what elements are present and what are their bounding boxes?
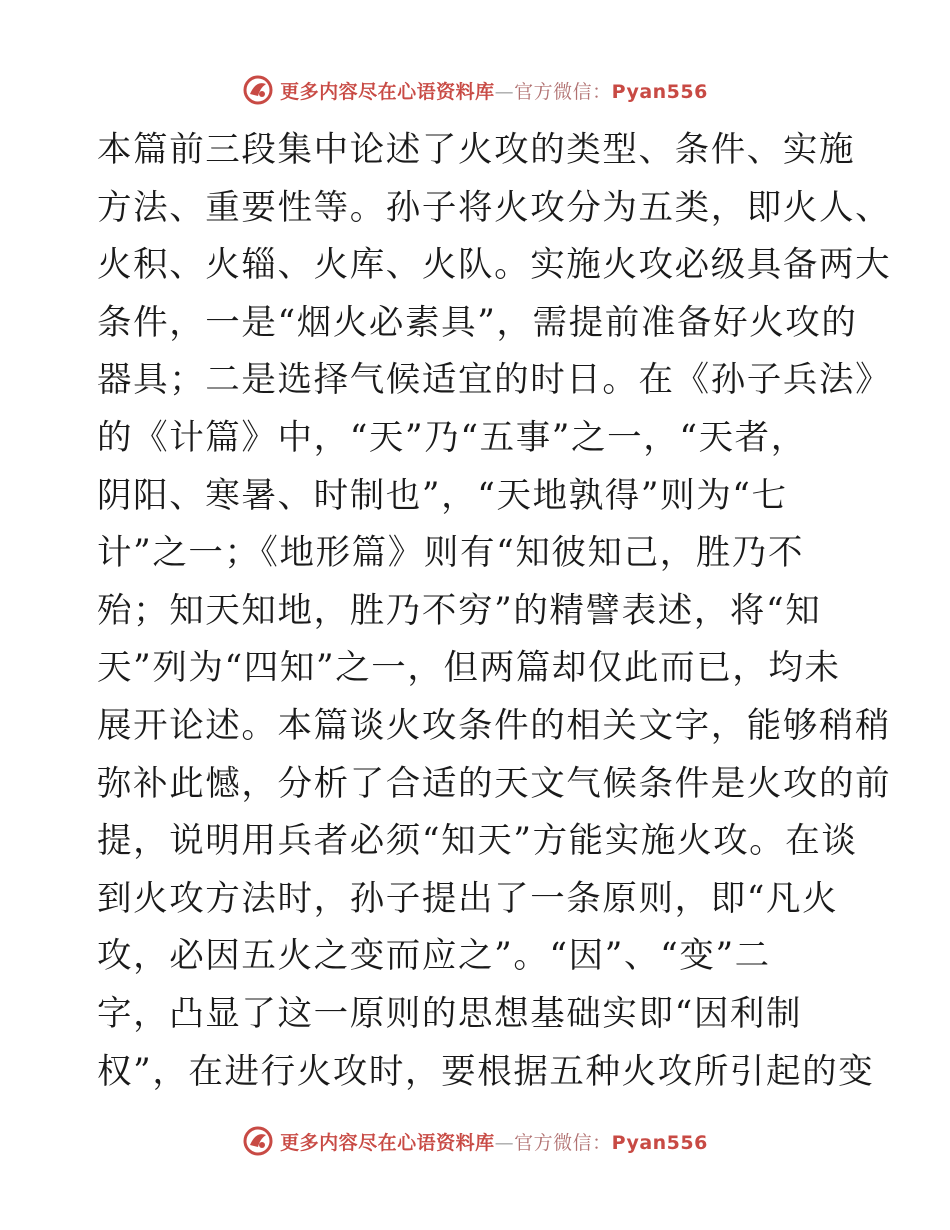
text-line: 阴阳、寒暑、时制也”，“天地孰得”则为“七 [97, 475, 788, 516]
header-watermark [0, 72, 950, 108]
text-line: 殆；知天知地，胜乃不穷”的精譬表述，将“知 [97, 590, 822, 631]
text-line: 展开论述。本篇谈火攻条件的相关文字，能够稍稍 [97, 705, 892, 746]
text-line: 计”之一；《地形篇》则有“知彼知己，胜乃不 [97, 533, 805, 574]
text-line: 权”，在进行火攻时，要根据五种火攻所引起的变 [97, 1051, 875, 1092]
red-swirl-logo-icon [242, 74, 274, 106]
text-line: 攻，必因五火之变而应之”。“因”、“变”二 [97, 936, 771, 977]
text-line: 条件，一是“烟火必素具”，需提前准备好火攻的 [97, 302, 858, 343]
text-line: 弥补此憾，分析了合适的天文气候条件是火攻的前 [97, 763, 892, 804]
text-line: 提，说明用兵者必须“知天”方能实施火攻。在谈 [97, 821, 858, 862]
text-line: 本篇前三段集中论述了火攻的类型、条件、实施 [97, 130, 856, 170]
text-line: 器具；二是选择气候适宜的时日。在《孙子兵法》 [97, 360, 892, 401]
watermark-text: 更多内容尽在心语资料库—官方微信：Pyan556 [280, 1131, 708, 1154]
red-swirl-logo-icon [242, 1125, 274, 1157]
watermark-text: 更多内容尽在心语资料库—官方微信：Pyan556 [280, 80, 708, 103]
text-line: 天”列为“四知”之一，但两篇却仅此而已，均未 [97, 648, 841, 689]
footer-watermark [0, 1123, 950, 1159]
text-line: 方法、重要性等。孙子将火攻分为五类，即火人、 [97, 187, 892, 228]
text-line: 的《计篇》中，“天”乃“五事”之一，“天者， [97, 417, 807, 458]
text-line: 火积、火辎、火库、火队。实施火攻必级具备两大 [97, 245, 892, 286]
text-line: 字，凸显了这一原则的思想基础实即“因利制 [97, 993, 803, 1034]
body-text [97, 122, 892, 1101]
text-line: 到火攻方法时，孙子提出了一条原则，即“凡火 [97, 878, 839, 919]
